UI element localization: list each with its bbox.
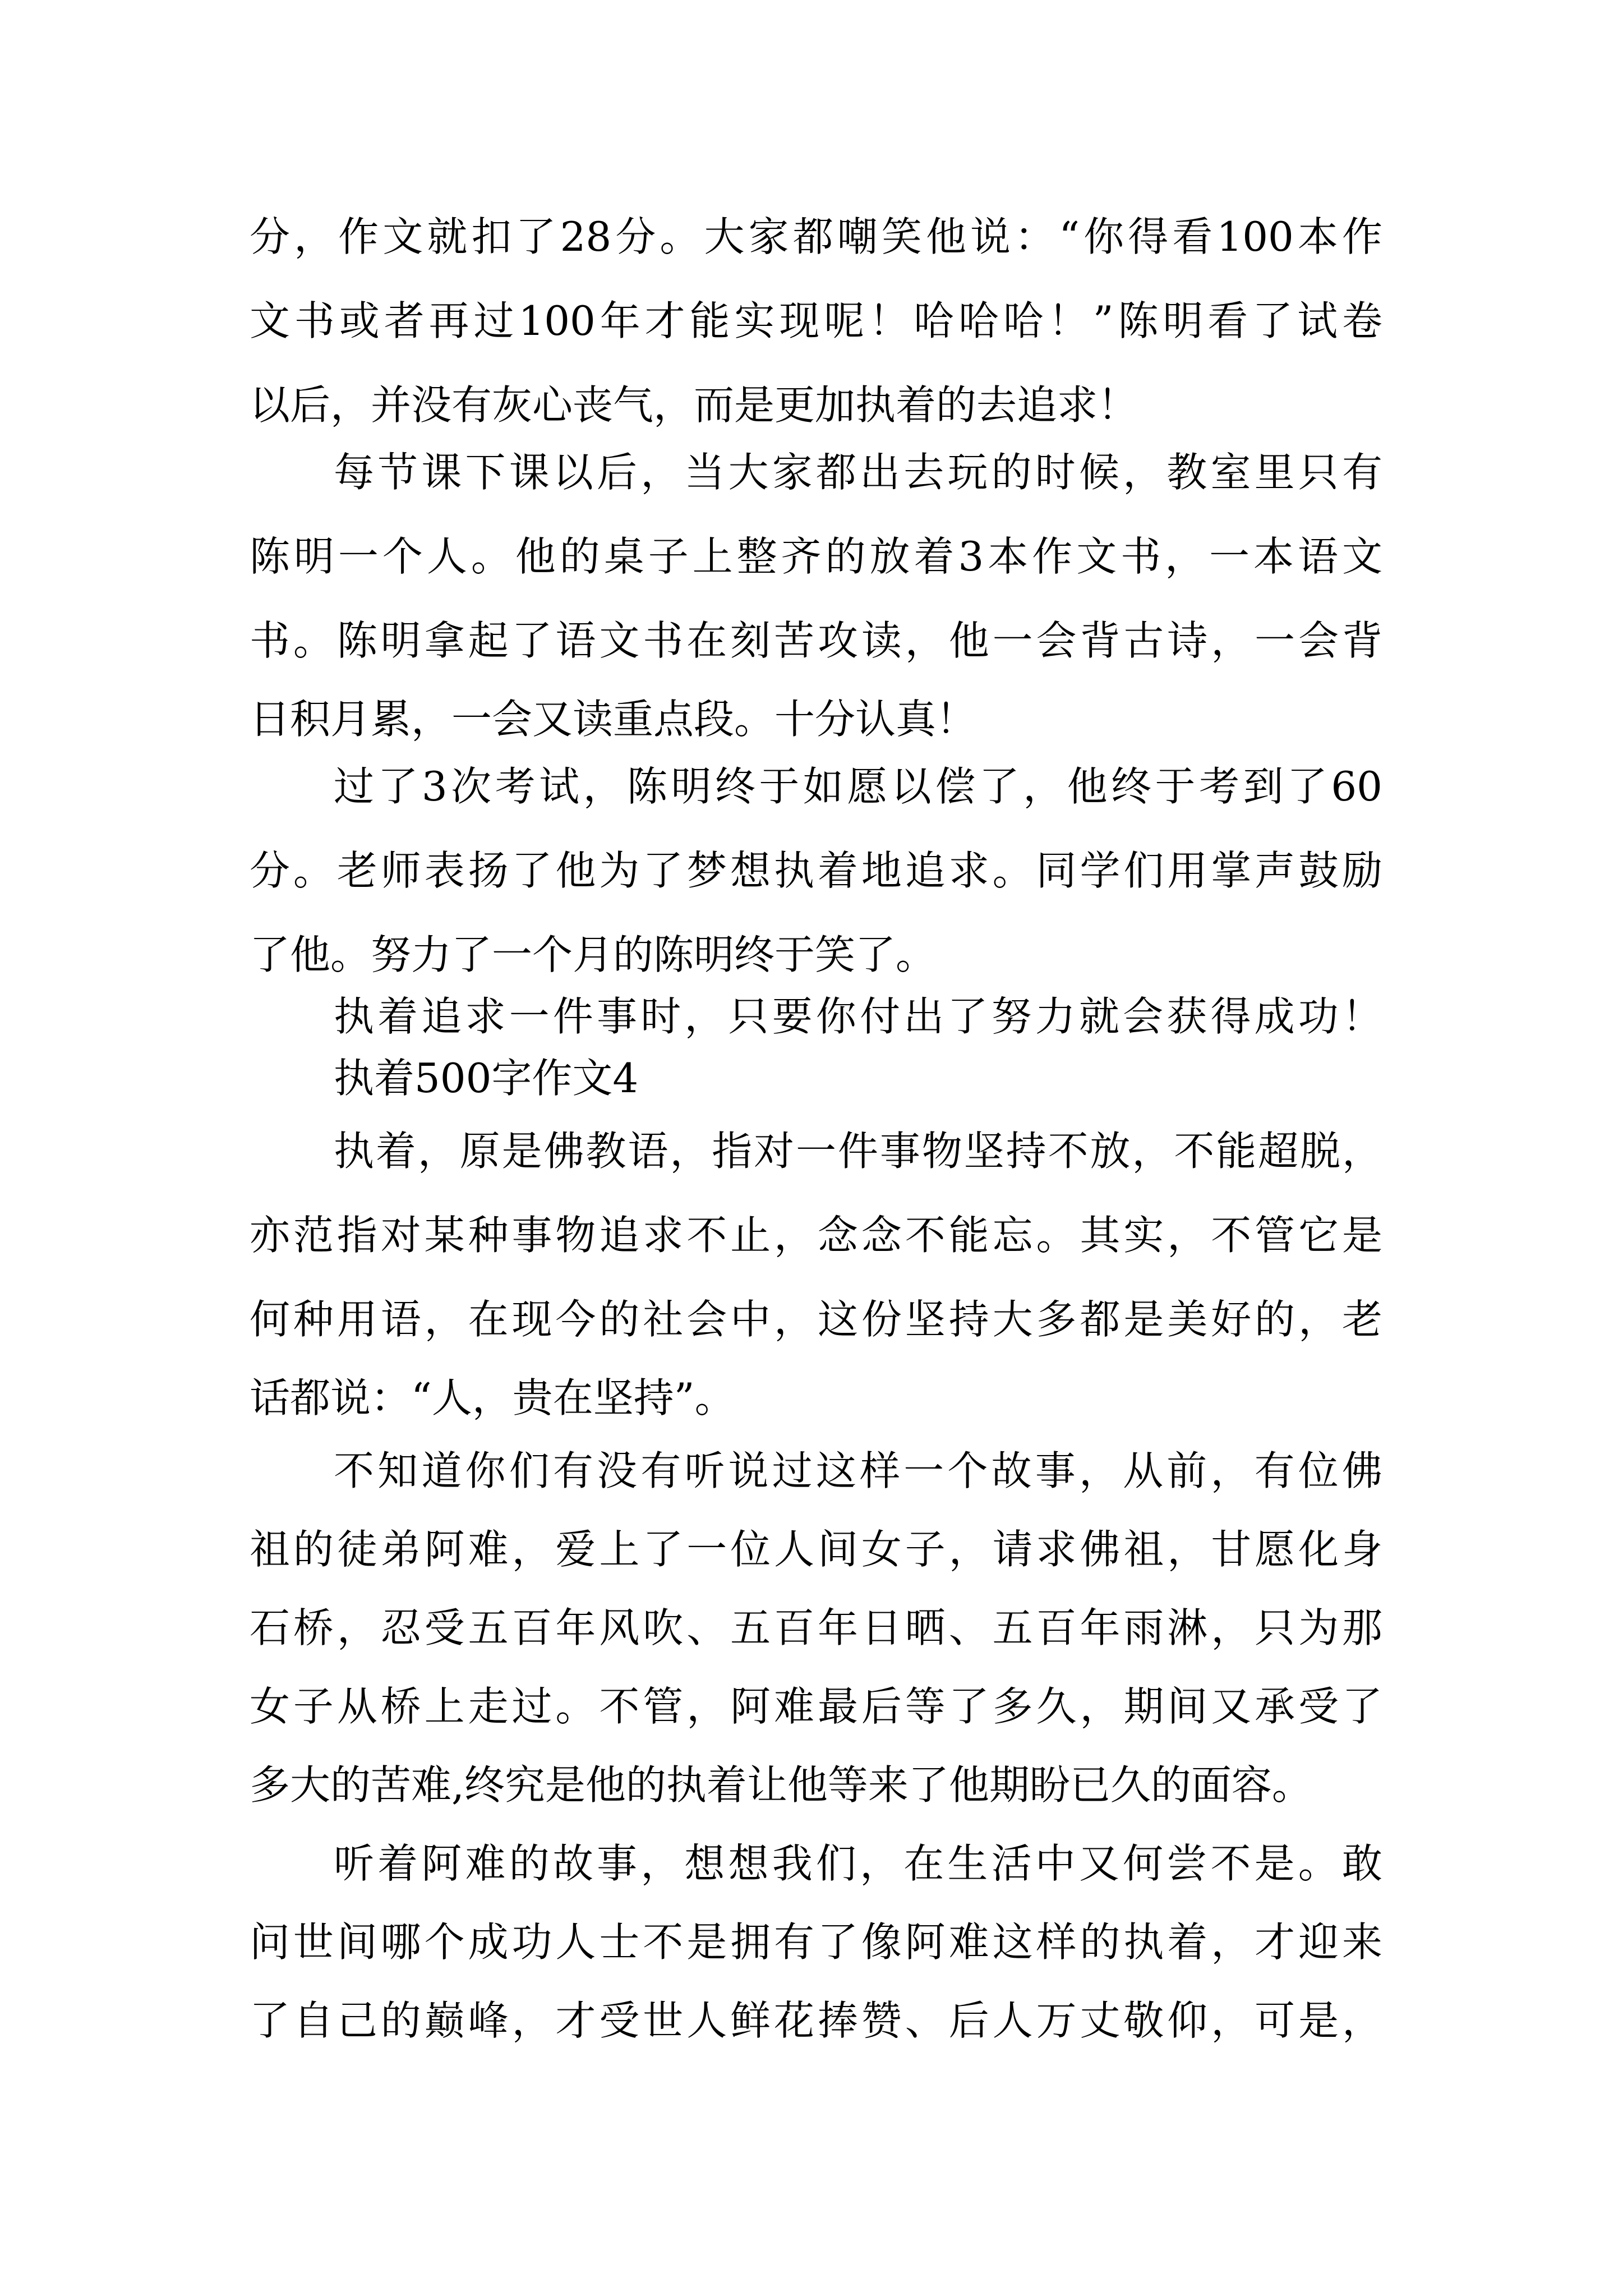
text-line: 祖的徒弟阿难，爱上了一位人间女子，请求佛祖，甘愿化身 [250,1526,1382,1573]
text-line: 多大的苦难,终究是他的执着让他等来了他期盼已久的面容。 [250,1761,1312,1809]
text-line: 文书或者再过100年才能实现呢！哈哈哈！”陈明看了试卷 [250,297,1382,344]
paragraph-first-line: 不知道你们有没有听说过这样一个故事，从前，有位佛 [334,1447,1382,1494]
paragraph-first-line: 每节课下课以后，当大家都出去玩的时候，教室里只有 [334,449,1382,496]
text-line: 书。陈明拿起了语文书在刻苦攻读，他一会背古诗，一会背 [250,617,1382,664]
text-line: 陈明一个人。他的桌子上整齐的放着3本作文书，一本语文 [250,533,1382,580]
text-line: 以后，并没有灰心丧气，而是更加执着的去追求！ [250,381,1138,429]
text-line: 何种用语，在现今的社会中，这份坚持大多都是美好的，老 [250,1296,1382,1343]
text-line: 了他。努力了一个月的陈明终于笑了。 [250,931,937,978]
text-line: 分，作文就扣了28分。大家都嘲笑他说：“你得看100本作 [250,213,1382,260]
paragraph-first-line: 过了3次考试，陈明终于如愿以偿了，他终于考到了60 [334,763,1382,810]
section-heading: 执着500字作文4 [334,1055,639,1102]
text-line: 了自己的巅峰，才受世人鲜花捧赞、后人万丈敬仰，可是， [250,1997,1382,2044]
text-line: 话都说：“人，贵在坚持”。 [250,1374,735,1421]
text-line: 分。老师表扬了他为了梦想执着地追求。同学们用掌声鼓励 [250,847,1382,894]
text-line: 女子从桥上走过。不管，阿难最后等了多久，期间又承受了 [250,1683,1382,1730]
text-line: 问世间哪个成功人士不是拥有了像阿难这样的执着，才迎来 [250,1918,1382,1966]
paragraph-first-line: 执着追求一件事时，只要你付出了努力就会获得成功！ [334,993,1382,1040]
paragraph-first-line: 听着阿难的故事，想想我们，在生活中又何尝不是。敢 [334,1840,1382,1887]
text-line: 石桥，忍受五百年风吹、五百年日晒、五百年雨淋，只为那 [250,1604,1382,1651]
text-line: 日积月累，一会又读重点段。十分认真！ [250,696,977,743]
text-line: 亦范指对某种事物追求不止，念念不能忘。其实，不管它是 [250,1212,1382,1259]
paragraph-first-line: 执着，原是佛教语，指对一件事物坚持不放，不能超脱， [334,1128,1382,1175]
